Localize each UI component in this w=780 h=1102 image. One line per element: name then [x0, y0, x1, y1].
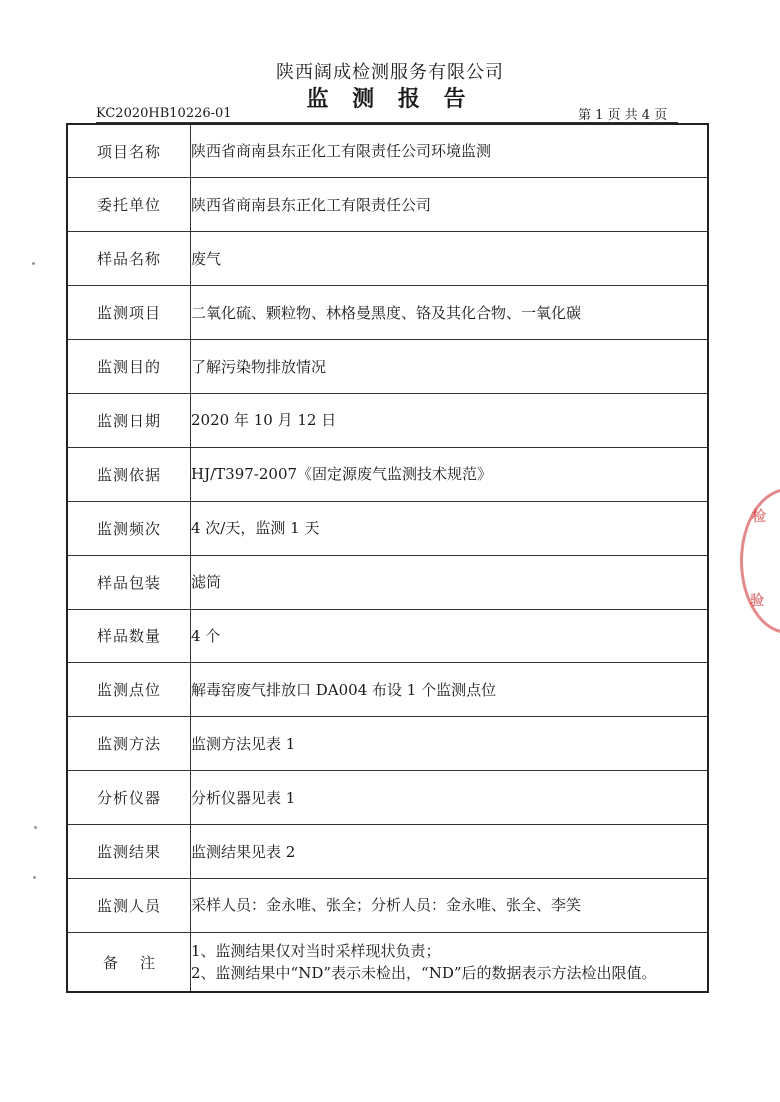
- table-row: [67, 178, 708, 232]
- table-row: [67, 825, 708, 879]
- table-row: [67, 663, 708, 717]
- row-label: 监测人员: [67, 878, 191, 932]
- row-value: 滤筒: [191, 555, 709, 609]
- row-label: 监测日期: [67, 393, 191, 447]
- remarks-row: [67, 932, 708, 992]
- table-row: [67, 771, 708, 825]
- row-value: 2020 年 10 月 12 日: [191, 393, 709, 447]
- row-label: 委托单位: [67, 178, 191, 232]
- table-row: [67, 717, 708, 771]
- page-info: 第 1 页 共 4 页: [578, 104, 667, 125]
- scan-speck: [33, 876, 36, 879]
- seal-text-2: 验: [750, 593, 764, 609]
- scan-speck: [32, 262, 35, 265]
- scan-speck: [34, 826, 37, 829]
- report-title: 监 测 报 告: [306, 86, 474, 112]
- row-value: 解毒窑废气排放口 DA004 布设 1 个监测点位: [191, 663, 709, 717]
- row-value: 监测方法见表 1: [191, 717, 709, 771]
- row-label: 监测频次: [67, 501, 191, 555]
- table-row: [67, 393, 708, 447]
- row-value: 分析仪器见表 1: [191, 771, 709, 825]
- row-value: 了解污染物排放情况: [191, 340, 709, 394]
- row-label: 分析仪器: [67, 771, 191, 825]
- table-row: [67, 609, 708, 663]
- row-label: 样品数量: [67, 609, 191, 663]
- row-label: 项目名称: [67, 124, 191, 178]
- row-value: 陕西省商南县东正化工有限责任公司环境监测: [191, 124, 709, 178]
- table-row: [67, 286, 708, 340]
- table-row: [67, 124, 708, 178]
- report-info-table: [66, 123, 709, 993]
- table-row: [67, 501, 708, 555]
- row-label: 监测结果: [67, 825, 191, 879]
- remarks-value: [191, 932, 709, 992]
- seal-text-1: 检: [752, 509, 766, 525]
- row-value: 监测结果见表 2: [191, 825, 709, 879]
- table-row: [67, 555, 708, 609]
- table-row: [67, 447, 708, 501]
- row-value: 采样人员：金永唯、张全；分析人员：金永唯、张全、李笑: [191, 878, 709, 932]
- table-row: [67, 878, 708, 932]
- table-row: [67, 232, 708, 286]
- row-value: 废气: [191, 232, 709, 286]
- remarks-line-1: 1、监测结果仅对当时采样现状负责；: [191, 942, 441, 961]
- company-name: 陕西阔成检测服务有限公司: [276, 62, 504, 83]
- row-label: 监测目的: [67, 340, 191, 394]
- row-value: HJ/T397-2007《固定源废气监测技术规范》: [191, 447, 709, 501]
- row-value: 4 个: [191, 609, 709, 663]
- row-value: 4 次/天，监测 1 天: [191, 501, 709, 555]
- row-label: 监测项目: [67, 286, 191, 340]
- row-label: 样品包装: [67, 555, 191, 609]
- row-label: 样品名称: [67, 232, 191, 286]
- row-label: 监测点位: [67, 663, 191, 717]
- table-row: [67, 340, 708, 394]
- remarks-line-2: 2、监测结果中“ND”表示未检出，“ND”后的数据表示方法检出限值。: [191, 964, 657, 983]
- row-label: 监测依据: [67, 447, 191, 501]
- row-value: 陕西省商南县东正化工有限责任公司: [191, 178, 709, 232]
- row-value: 二氧化硫、颗粒物、林格曼黑度、铬及其化合物、一氧化碳: [191, 286, 709, 340]
- report-number: KC2020HB10226-01: [96, 106, 232, 121]
- row-label: 监测方法: [67, 717, 191, 771]
- remarks-label: 备注: [67, 932, 191, 992]
